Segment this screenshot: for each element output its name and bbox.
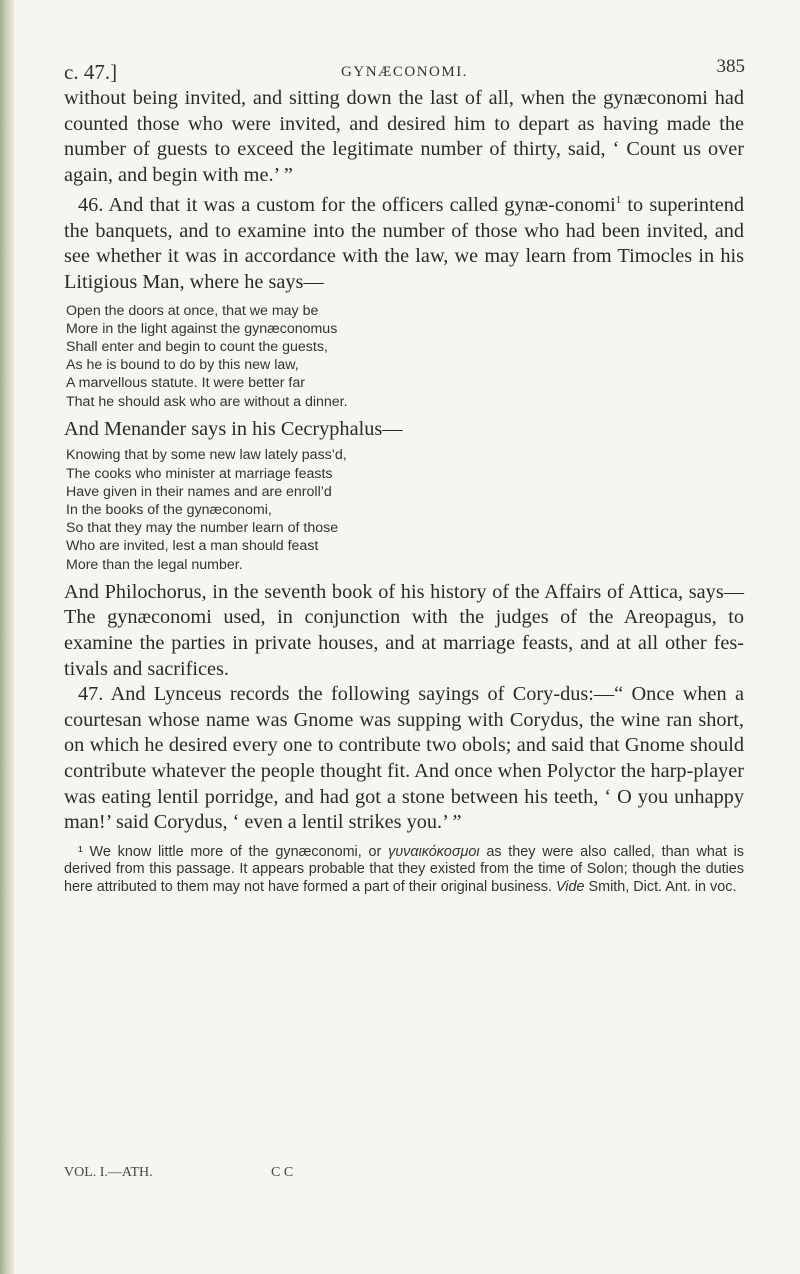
verse-line: A marvellous statute. It were better far [66, 375, 305, 392]
verse-menander [64, 446, 744, 573]
verse-line: That he should ask who are without a dinner. [66, 393, 348, 410]
footnote: ¹ We know little more of the gynæconomi, or γυναικόκοσμοι as they were also called, than what is derived from this passage. It appears probable that they existed from the time of Solon; though the duties here attributed to them may not have formed a part of their original business. Vide Smith, Dict. Ant. in voc. [64, 843, 744, 895]
signature-mark: C C [271, 1165, 294, 1180]
main-text [64, 86, 744, 896]
footnote-ref: 1 [615, 194, 622, 207]
page-gutter-shadow [0, 0, 14, 1274]
verse-line: More than the legal number. [66, 556, 243, 573]
verse-line: In the books of the gynæconomi, [66, 501, 272, 518]
verse-line: Open the doors at once, that we may be [66, 302, 319, 319]
verse-line: Have given in their names and are enroll’d [66, 483, 332, 500]
verse-line: More in the light against the gynæconomus [66, 320, 338, 337]
running-title: GYNÆCONOMI. [341, 64, 468, 80]
greek-term: γυναικόκοσμοι [388, 843, 480, 860]
page-number: 385 [716, 56, 745, 77]
verse-line: Knowing that by some new law lately pass’d, [66, 447, 347, 464]
verse-line: Shall enter and begin to count the guests, [66, 338, 328, 355]
verse-timocles [64, 302, 744, 411]
paragraph-5: 47. And Lynceus records the following sayings of Cory-dus:—“ Once when a courtesan whose name was Gnome was supping with Corydus, the wine ran short, on which he desired every one to contribute two obols; and said that Gnome should contribute whatever the people thought fit. And once when Polyctor the harp-player was eating lentil porridge, and had got a stone between his teeth, ‘ O you unhappy man!’ said Corydus, ‘ even a lentil strikes you.’ ” [64, 683, 744, 834]
chapter-marker: c. 47.] [64, 60, 118, 84]
paragraph-4: And Philochorus, in the seventh book of his history of the Affairs of Attica, says—The gynæconomi used, in conjunction with the judges of the Areopagus, to examine the parties in private houses, and at marriage feasts, and at all other fes-tivals and sacrifices. [64, 580, 744, 680]
paragraph-3: And Menander says in his Cecryphalus— [64, 417, 403, 440]
verse-line: So that they may the number learn of those [66, 520, 339, 537]
verse-line: The cooks who minister at marriage feasts [66, 465, 333, 482]
vide-word: Vide [555, 878, 585, 895]
paragraph-1: without being invited, and sitting down the last of all, when the gynæconomi had counted those who were invited, and desired him to depart as having made the number of guests to exceed the legitimate number of thirty, said, ‘ Count us over again, and begin with me.’ ” [64, 87, 744, 186]
page-footer [64, 1165, 364, 1181]
paragraph-2: 46. And that it was a custom for the officers called gynæ-conomi$^1$ to superintend the banquets, and to examine into the number of those who had been invited, and see whether it was in accordance with the law, we may learn from Timocles in his Litigious Man, where he says— [64, 194, 744, 293]
footnote-marker: ¹ [78, 843, 83, 860]
running-header [64, 50, 745, 90]
verse-line: As he is bound to do by this new law, [66, 357, 299, 374]
volume-mark: VOL. I.—ATH. [64, 1165, 153, 1180]
verse-line: Who are invited, lest a man should feast [66, 538, 319, 555]
